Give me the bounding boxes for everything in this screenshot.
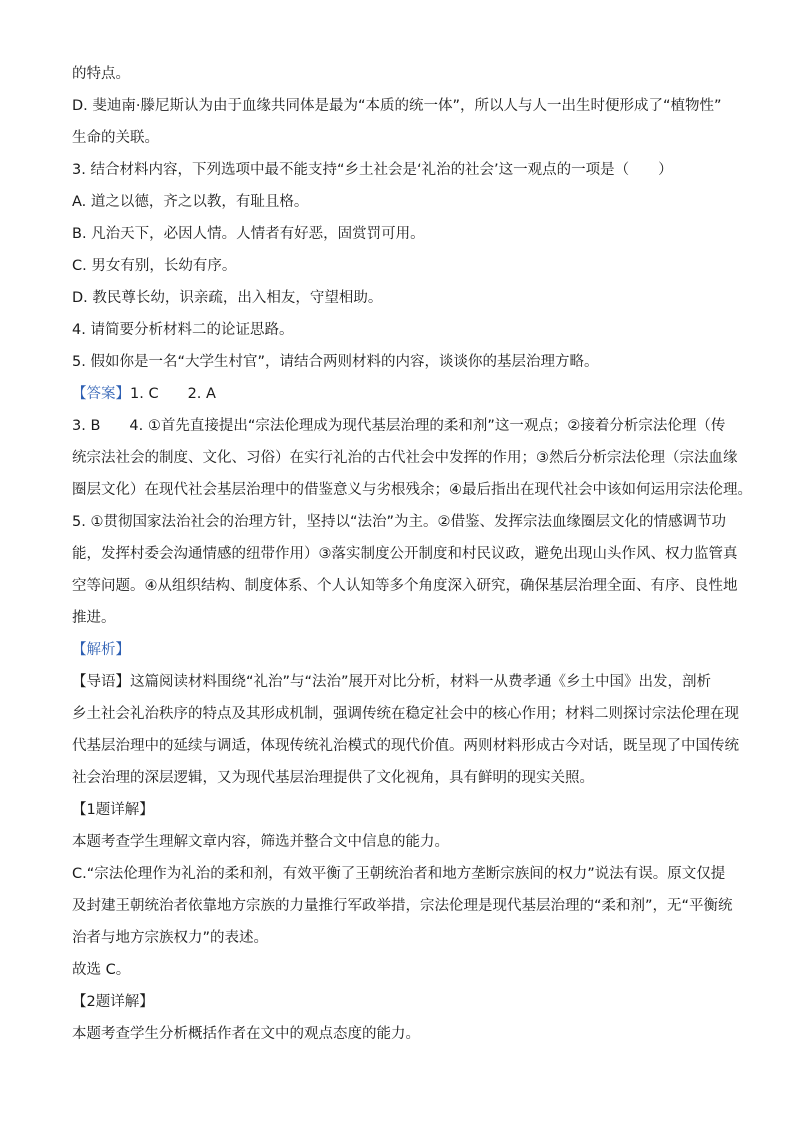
option-b: B. 凡治天下，必因人情。人情者有好恶，固赏罚可用。: [72, 226, 425, 242]
answer-4-line: 3. B 4. ①首先直接提出“宗法伦理成为现代基层治理的柔和剂”这一观点；②接着分析宗法伦理（传: [72, 418, 726, 434]
text-line: 能，发挥村委会沟通情感的纽带作用）③落实制度公开制度和村民议政，避免出现山头作风、权力监管真: [72, 546, 738, 562]
text-line: 统宗法社会的制度、文化、习俗）在实行礼治的古代社会中发挥的作用；③然后分析宗法伦理（宗法血缘: [72, 450, 738, 466]
text-line: 本题考查学生理解文章内容，筛选并整合文中信息的能力。: [72, 834, 449, 850]
answer-line: [72, 384, 216, 404]
text-line: C.“宗法伦理作为礼治的柔和剂，有效平衡了王朝统治者和地方垄断宗族间的权力”说法有误。原文仅提: [72, 866, 726, 882]
guide-line: [72, 672, 711, 692]
question-4: 4. 请简要分析材料二的论证思路。: [72, 322, 294, 338]
question-3: 3. 结合材料内容，下列选项中最不能支持“乡土社会是‘礼治的社会’这一观点的一项是（ ）: [72, 162, 673, 178]
guide-text: 这篇阅读材料围绕“礼治”与“法治”展开对比分析，材料一从费孝通《乡土中国》出发，剖析: [130, 674, 712, 690]
analysis-label: 【解析】: [72, 642, 130, 658]
text-line: 乡土社会礼治秩序的特点及其形成机制，强调传统在稳定社会中的核心作用；材料二则探讨宗法伦理在现: [72, 706, 739, 722]
choice-line: 故选 C。: [72, 962, 131, 978]
answer-label: 【答案】: [72, 386, 130, 402]
option-d: D. 教民尊长幼，识亲疏，出入相友，守望相助。: [72, 290, 383, 306]
option-a: A. 道之以德，齐之以教，有耻且格。: [72, 194, 309, 210]
text-line: 推进。: [72, 610, 116, 626]
text-line: 空等问题。④从组织结构、制度体系、个人认知等多个角度深入研究，确保基层治理全面、有序、良性地: [72, 578, 738, 594]
text-line: 治者与地方宗族权力”的表述。: [72, 930, 269, 946]
text-line: 社会治理的深层逻辑，又为现代基层治理提供了文化视角，具有鲜明的现实关照。: [72, 770, 594, 786]
option-c: C. 男女有别，长幼有序。: [72, 258, 237, 274]
question-5: 5. 假如你是一名“大学生村官”，请结合两则材料的内容，谈谈你的基层治理方略。: [72, 354, 599, 370]
text-line: 的特点。: [72, 66, 130, 82]
text-line: 本题考查学生分析概括作者在文中的观点态度的能力。: [72, 1026, 420, 1042]
text-line: 生命的关联。: [72, 130, 159, 146]
answer-text: 1. C 2. A: [130, 386, 216, 402]
answer-5-line: 5. ①贯彻国家法治社会的治理方针，坚持以“法治”为主。②借鉴、发挥宗法血缘圈层文化的情感调节功: [72, 514, 726, 530]
section-heading-2: 【2题详解】: [72, 994, 154, 1010]
section-heading-1: 【1题详解】: [72, 802, 154, 818]
text-line: 圈层文化）在现代社会基层治理中的借鉴意义与劣根残余；④最后指出在现代社会中该如何运用宗法伦理。: [72, 482, 752, 498]
option-d-q2: D. 斐迪南·滕尼斯认为由于血缘共同体是最为“本质的统一体”，所以人与人一出生时便形成了“植物性”: [72, 98, 722, 114]
text-line: 代基层治理中的延续与调适，体现传统礼治模式的现代价值。两则材料形成古今对话，既呈现了中国传统: [72, 738, 739, 754]
guide-label: 【导语】: [72, 674, 130, 690]
text-line: 及封建王朝统治者依靠地方宗族的力量推行军政举措，宗法伦理是现代基层治理的“柔和剂”，无“平衡统: [72, 898, 733, 914]
